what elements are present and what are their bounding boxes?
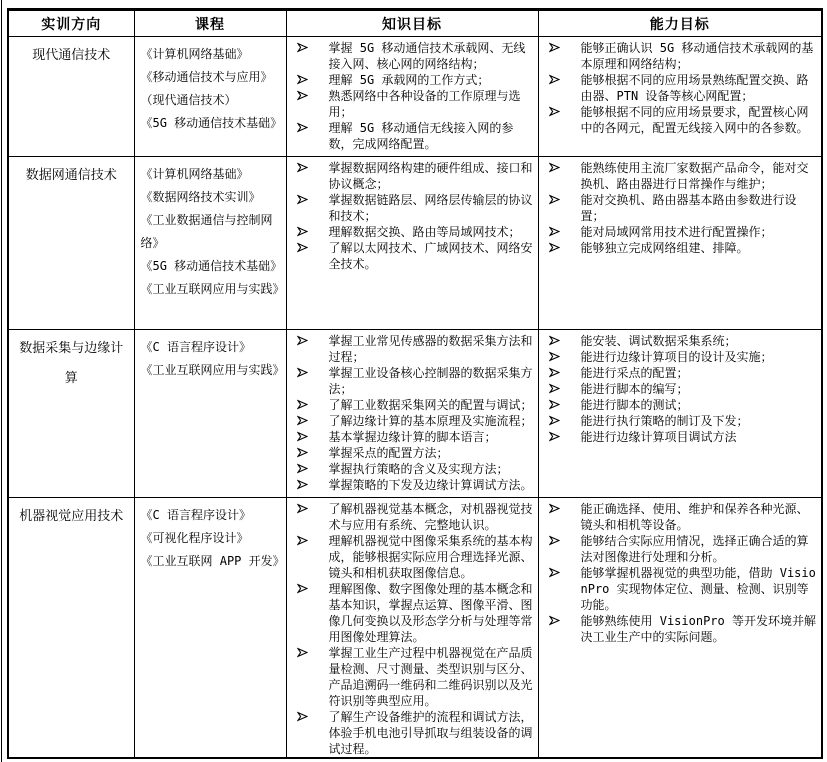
arrow-bullet-icon xyxy=(549,42,560,53)
arrow-bullet-icon xyxy=(297,194,308,205)
objective-text: 掌握工业常见传感器的数据采集方法和过程； xyxy=(328,334,533,364)
objective-item xyxy=(287,333,538,365)
objective-item xyxy=(539,224,822,240)
arrow-bullet-icon xyxy=(549,503,560,514)
course-item: 《5G 移动通信技术基础》 xyxy=(140,259,283,273)
objective-text: 能进行脚本的编写； xyxy=(580,382,689,396)
objective-text: 了解生产设备维护的流程和调试方法，体验手机电池引导抓取与组装设备的调试过程。 xyxy=(328,710,533,756)
arrow-bullet-icon xyxy=(297,447,308,458)
column-header-1: 实训方向 xyxy=(8,10,134,37)
arrow-bullet-icon xyxy=(297,711,308,722)
objective-item xyxy=(539,349,822,365)
course-item: 《工业互联网 APP 开发》 xyxy=(140,554,285,568)
objective-item xyxy=(287,160,538,192)
objective-item xyxy=(539,72,822,104)
objective-item xyxy=(539,565,822,613)
objective-item xyxy=(287,365,538,397)
arrow-bullet-icon xyxy=(549,567,560,578)
arrow-bullet-icon xyxy=(297,162,308,173)
courses-cell xyxy=(134,498,286,759)
arrow-bullet-icon xyxy=(297,535,308,546)
arrow-bullet-icon xyxy=(297,647,308,658)
arrow-bullet-icon xyxy=(297,583,308,594)
column-header-2: 课程 xyxy=(134,10,286,37)
objective-item xyxy=(287,645,538,709)
objective-text: 能够根据不同的应用场景要求，配置核心网中的各网元，配置无线接入网中的各参数。 xyxy=(580,105,809,135)
arrow-bullet-icon xyxy=(549,106,560,117)
objective-text: 基本掌握边缘计算的脚本语言； xyxy=(328,430,497,444)
objective-text: 了解工业数据采集网关的配置与调试； xyxy=(328,398,533,412)
header-row xyxy=(8,10,822,37)
arrow-bullet-icon xyxy=(549,226,560,237)
objective-text: 能够结合实际应用情况，选择正确合适的算法对图像进行处理和分析。 xyxy=(580,534,809,564)
objective-item xyxy=(287,72,538,88)
objective-text: 能安装、调试数据采集系统； xyxy=(580,334,737,348)
objective-text: 能够掌握机器视觉的典型功能，借助 VisionPro 实现物体定位、测量、检测、识别等功能。 xyxy=(580,566,816,612)
objective-item xyxy=(287,501,538,533)
arrow-bullet-icon xyxy=(297,399,308,410)
objective-item xyxy=(539,533,822,565)
objective-item xyxy=(287,224,538,240)
arrow-bullet-icon xyxy=(549,431,560,442)
objective-text: 能够正确认识 5G 移动通信技术承载网的基本原理和网络结构； xyxy=(580,41,814,71)
course-item: 《计算机网络基础》 xyxy=(140,167,249,181)
courses-cell xyxy=(134,330,286,498)
objective-item xyxy=(539,240,822,256)
objective-text: 掌握工业生产过程中机器视觉在产品质量检测、尺寸测量、类型识别与区分、产品追溯码一维码和二维码识别以及光符识别等典型应用。 xyxy=(328,646,533,708)
arrow-bullet-icon xyxy=(297,415,308,426)
objective-text: 掌握采点的配置方法； xyxy=(328,446,449,460)
arrow-bullet-icon xyxy=(297,479,308,490)
course-item: （现代通信技术） xyxy=(140,93,237,107)
arrow-bullet-icon xyxy=(297,242,308,253)
arrow-bullet-icon xyxy=(549,399,560,410)
objective-item xyxy=(287,397,538,413)
objective-text: 能进行执行策略的制订及下发； xyxy=(580,414,749,428)
objective-text: 能熟练使用主流厂家数据产品命令，能对交换机、路由器进行日常操作与维护； xyxy=(580,161,809,191)
knowledge-cell xyxy=(286,498,538,759)
objective-text: 能进行边缘计算项目的设计及实施； xyxy=(580,350,773,364)
objective-item xyxy=(539,429,822,445)
arrow-bullet-icon xyxy=(549,351,560,362)
objective-text: 掌握数据网络构建的硬件组成、接口和协议概念； xyxy=(328,161,533,191)
arrow-bullet-icon xyxy=(549,535,560,546)
objective-text: 掌握策略的下发及边缘计算调试方法。 xyxy=(328,478,533,492)
objective-item xyxy=(539,160,822,192)
arrow-bullet-icon xyxy=(297,431,308,442)
objective-text: 了解机器视觉基本概念，对机器视觉技术与应用有系统、完整地认识。 xyxy=(328,502,533,532)
objective-item xyxy=(287,533,538,581)
arrow-bullet-icon xyxy=(297,122,308,133)
course-item: 《C 语言程序设计》 xyxy=(140,508,251,522)
objective-text: 能对交换机、路由器基本路由参数进行设置； xyxy=(580,193,797,223)
objective-text: 掌握工业设备核心控制器的数据采集方法； xyxy=(328,366,533,396)
objective-item xyxy=(287,192,538,224)
objective-text: 掌握执行策略的含义及实现方法； xyxy=(328,462,509,476)
arrow-bullet-icon xyxy=(549,242,560,253)
course-item: 《工业互联网应用与实践》 xyxy=(140,282,285,296)
arrow-bullet-icon xyxy=(549,383,560,394)
arrow-bullet-icon xyxy=(549,74,560,85)
ability-cell xyxy=(538,498,822,759)
objective-text: 能进行采点的配置； xyxy=(580,366,689,380)
arrow-bullet-icon xyxy=(297,367,308,378)
objective-text: 能进行脚本的测试； xyxy=(580,398,689,412)
objective-item xyxy=(287,581,538,645)
objective-item xyxy=(539,501,822,533)
table-row xyxy=(8,37,822,157)
course-item: 《5G 移动通信技术基础》 xyxy=(140,116,283,130)
objective-item xyxy=(287,88,538,120)
courses-cell xyxy=(134,157,286,330)
course-item: 《工业数据通信与控制网络》 xyxy=(140,213,273,250)
objective-item xyxy=(539,40,822,72)
direction-cell: 数据采集与边缘计算 xyxy=(8,330,134,498)
ability-cell xyxy=(538,330,822,498)
objective-text: 掌握 5G 移动通信技术承载网、无线接入网、核心网的网络结构； xyxy=(328,41,526,71)
ability-cell xyxy=(538,37,822,157)
curriculum-table xyxy=(7,8,823,759)
objective-text: 能正确选择、使用、维护和保养各种光源、镜头和相机等设备。 xyxy=(580,502,809,532)
arrow-bullet-icon xyxy=(297,463,308,474)
objective-item xyxy=(287,477,538,493)
objective-text: 理解 5G 移动通信无线接入网的参数，完成网络配置。 xyxy=(328,121,514,151)
arrow-bullet-icon xyxy=(549,194,560,205)
objective-text: 了解边缘计算的基本原理及实施流程； xyxy=(328,414,533,428)
column-header-3: 知识目标 xyxy=(286,10,538,37)
column-header-4: 能力目标 xyxy=(538,10,822,37)
objective-item xyxy=(539,192,822,224)
page-left-rule xyxy=(1,0,2,762)
objective-text: 理解图像、数字图像处理的基本概念和基本知识，掌握点运算、图像平滑、图像几何变换以及形态学分析与处理等常用图像处理算法。 xyxy=(328,582,533,644)
objective-item xyxy=(539,104,822,136)
courses-cell xyxy=(134,37,286,157)
knowledge-cell xyxy=(286,157,538,330)
arrow-bullet-icon xyxy=(297,42,308,53)
objective-item xyxy=(287,40,538,72)
table-row xyxy=(8,498,822,759)
objective-item xyxy=(287,461,538,477)
objective-text: 了解以太网技术、广域网技术、网络安全技术。 xyxy=(328,241,533,271)
direction-cell: 现代通信技术 xyxy=(8,37,134,157)
objective-item xyxy=(539,333,822,349)
table-row xyxy=(8,330,822,498)
course-item: 《C 语言程序设计》 xyxy=(140,340,251,354)
arrow-bullet-icon xyxy=(549,415,560,426)
arrow-bullet-icon xyxy=(549,162,560,173)
objective-item xyxy=(287,240,538,272)
course-item: 《移动通信技术与应用》 xyxy=(140,70,273,84)
arrow-bullet-icon xyxy=(297,335,308,346)
arrow-bullet-icon xyxy=(549,335,560,346)
course-item: 《可视化程序设计》 xyxy=(140,531,249,545)
objective-item xyxy=(539,365,822,381)
objective-text: 能对局域网常用技术进行配置操作； xyxy=(580,225,773,239)
objective-item xyxy=(539,397,822,413)
objective-item xyxy=(287,429,538,445)
objective-text: 能够独立完成网络组建、排障。 xyxy=(580,241,749,255)
direction-cell: 机器视觉应用技术 xyxy=(8,498,134,759)
direction-cell: 数据网通信技术 xyxy=(8,157,134,330)
objective-item xyxy=(539,613,822,645)
table-body xyxy=(8,37,822,759)
course-item: 《工业互联网应用与实践》 xyxy=(140,363,285,377)
objective-item xyxy=(539,413,822,429)
course-item: 《数据网络技术实训》 xyxy=(140,190,261,204)
objective-text: 能够熟练使用 VisionPro 等开发环境并解决工业生产中的实际问题。 xyxy=(580,614,816,644)
objective-text: 掌握数据链路层、网络层传输层的协议和技术； xyxy=(328,193,533,223)
knowledge-cell xyxy=(286,330,538,498)
objective-item xyxy=(287,709,538,757)
arrow-bullet-icon xyxy=(297,226,308,237)
objective-text: 能够根据不同的应用场景熟练配置交换、路由器、PTN 设备等核心网配置； xyxy=(580,73,809,103)
arrow-bullet-icon xyxy=(549,367,560,378)
objective-item xyxy=(287,445,538,461)
objective-text: 熟悉网络中各种设备的工作原理与选用； xyxy=(328,89,521,119)
objective-text: 理解数据交换、路由等局域网技术； xyxy=(328,225,521,239)
course-item: 《计算机网络基础》 xyxy=(140,47,249,61)
objective-text: 能进行边缘计算项目调试方法 xyxy=(580,430,737,444)
knowledge-cell xyxy=(286,37,538,157)
objective-item xyxy=(287,413,538,429)
arrow-bullet-icon xyxy=(297,90,308,101)
arrow-bullet-icon xyxy=(549,615,560,626)
objective-text: 理解 5G 承载网的工作方式； xyxy=(328,73,490,87)
objective-text: 理解机器视觉中图像采集系统的基本构成，能够根据实际应用合理选择光源、镜头和相机获取图像信息。 xyxy=(328,534,533,580)
objective-item xyxy=(287,120,538,152)
arrow-bullet-icon xyxy=(297,74,308,85)
ability-cell xyxy=(538,157,822,330)
table-row xyxy=(8,157,822,330)
objective-item xyxy=(539,381,822,397)
arrow-bullet-icon xyxy=(297,503,308,514)
